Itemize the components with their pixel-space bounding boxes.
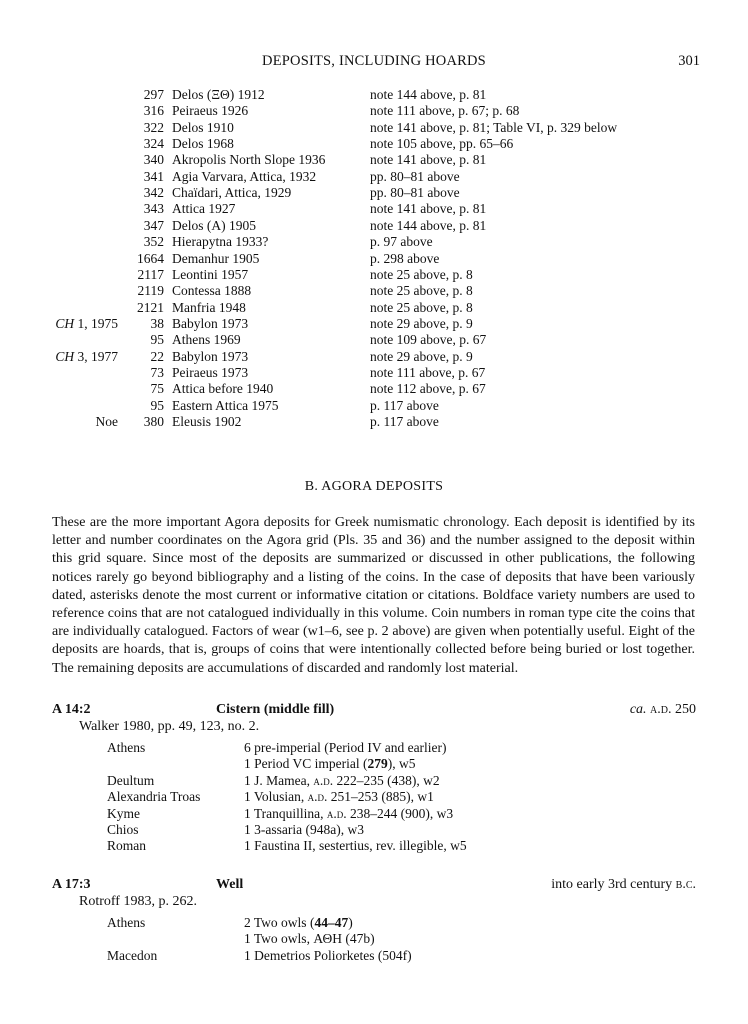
hoard-row: [0, 136, 748, 152]
hoard-row: [0, 185, 748, 201]
hoard-row: [0, 120, 748, 136]
hoard-note: note 141 above, p. 81: [370, 152, 487, 168]
hoard-place: Delos (A) 1905: [172, 217, 256, 233]
coin-row: [0, 838, 748, 854]
coin-row: [0, 822, 748, 838]
hoard-note: p. 97 above: [370, 234, 433, 250]
hoard-reference-volume: 3, 1977: [74, 348, 118, 364]
coin-desc-text: 6 pre-imperial (Period IV and earlier): [244, 740, 447, 755]
hoard-row: [0, 365, 748, 381]
hoard-note: note 25 above, p. 8: [370, 283, 473, 299]
coin-mint: Athens: [107, 740, 146, 755]
hoard-number: 2117: [137, 266, 164, 282]
hoard-number: 73: [150, 364, 164, 380]
hoard-row: [0, 332, 748, 348]
coin-description: [244, 773, 440, 789]
coin-row: [0, 806, 748, 822]
coin-desc-text: 1 Demetrios Poliorketes (504f): [244, 947, 412, 963]
hoard-row: [0, 169, 748, 185]
hoard-note: p. 117 above: [370, 397, 439, 413]
hoard-number: 2119: [137, 283, 164, 299]
coin-row: [0, 789, 748, 805]
coin-description: [244, 740, 447, 756]
hoard-place: Eleusis 1902: [172, 414, 242, 429]
hoard-reference-series: CH: [55, 348, 75, 364]
hoard-number: 347: [143, 217, 164, 233]
coin-desc-rest: ): [348, 915, 353, 930]
running-header-title: DEPOSITS, INCLUDING HOARDS: [262, 53, 486, 69]
hoard-note: note 112 above, p. 67: [370, 381, 486, 397]
coin-description: [244, 806, 453, 822]
coin-era: a.d.: [313, 772, 334, 788]
coin-mint: Athens: [107, 915, 146, 930]
coin-mint: Kyme: [107, 805, 140, 821]
hoard-note: pp. 80–81 above: [370, 185, 460, 201]
coin-row: [0, 948, 748, 964]
coin-row: [0, 915, 748, 931]
deposit-id: A 17:3: [52, 877, 91, 892]
hoard-row: [0, 283, 748, 299]
coin-desc-rest: ), w5: [387, 756, 416, 772]
coin-desc-text: 1 Tranquillina,: [244, 805, 327, 821]
hoard-place: Delos (ΞΘ) 1912: [172, 87, 265, 102]
hoard-row: [0, 87, 748, 103]
deposit-title: Well: [216, 877, 244, 892]
hoard-note: note 25 above, p. 8: [370, 266, 473, 282]
hoard-row: [0, 152, 748, 168]
coin-description: [244, 948, 412, 964]
hoard-row: [0, 349, 748, 365]
hoard-number: 343: [143, 201, 164, 217]
hoard-row: [0, 218, 748, 234]
coin-desc-text: 1 Period VC imperial (: [244, 756, 368, 772]
hoard-place: Peiraeus 1973: [172, 364, 249, 380]
coin-mint: Macedon: [107, 947, 158, 963]
hoard-note: pp. 80–81 above: [370, 168, 460, 184]
hoard-note: note 29 above, p. 9: [370, 348, 473, 364]
coin-era: a.d.: [307, 789, 328, 805]
hoard-number: 38: [150, 315, 164, 331]
deposit-title: Cistern (middle fill): [216, 702, 335, 717]
deposit-date: [630, 702, 696, 718]
deposit-bibliography: Rotroff 1983, p. 262.: [79, 894, 197, 909]
hoard-place: Contessa 1888: [172, 283, 252, 299]
hoard-place: Hierapytna 1933?: [172, 234, 269, 250]
hoard-row: [0, 414, 748, 430]
hoard-place: Akropolis North Slope 1936: [172, 152, 326, 168]
hoard-place: Delos 1968: [172, 136, 234, 152]
hoard-note: note 29 above, p. 9: [370, 315, 473, 331]
hoard-number: 95: [150, 397, 164, 413]
page-number: 301: [678, 53, 700, 69]
coin-desc-text: 1 J. Mamea,: [244, 772, 314, 788]
coin-description: [244, 931, 375, 947]
coin-mint: Roman: [107, 838, 146, 854]
deposit-bibliography: Walker 1980, pp. 49, 123, no. 2.: [79, 719, 260, 734]
hoard-number: 342: [143, 185, 164, 201]
hoard-row: [0, 300, 748, 316]
coin-era: a.d.: [326, 805, 347, 821]
hoard-number: 316: [143, 103, 164, 119]
coin-desc-text: 1 3-assaria (948a), w3: [244, 822, 364, 837]
hoard-row: [0, 201, 748, 217]
deposit-date-era: a.d.: [650, 702, 672, 717]
hoard-note: note 25 above, p. 8: [370, 299, 473, 315]
coin-row: [0, 931, 748, 947]
coin-description: [244, 789, 434, 805]
coin-desc-tail: 238–244 (900), w3: [346, 805, 454, 821]
hoard-number: 341: [143, 168, 164, 184]
deposit-date-text: into early 3rd century: [551, 877, 676, 892]
hoard-reference: [55, 349, 118, 365]
coin-description: [244, 756, 415, 772]
hoard-reference: Noe: [95, 414, 118, 429]
hoard-place: Delos 1910: [172, 119, 234, 135]
hoard-place: Babylon 1973: [172, 315, 249, 331]
deposit-date-year: 250: [675, 702, 696, 717]
coin-description: [244, 915, 353, 931]
hoard-note: p. 117 above: [370, 414, 439, 429]
coin-mint: Deultum: [107, 772, 155, 788]
hoard-number: 322: [143, 119, 164, 135]
hoard-place: Babylon 1973: [172, 348, 249, 364]
section-intro-paragraph: These are the more important Agora deposits for Greek numismatic chronology. Each deposit is identified by its letter and number coordinates on the Agora grid (Pls. 35 and 36) and the number assigned to the deposit within this grid square. Since most of the deposits are summarized or discussed in other publications, the following notices rarely go beyond bibliography and a listing of the coins. In the case of deposits that have been variously dated, asterisks denote the most current or informative citation or citations. Boldface variety numbers are used to reference coins that are not catalogued individually in this volume. Coin numbers in roman type cite the coins that are individually catalogued. Factors of wear (w1–6, see p. 2 above) are given when potentially useful. Eight of the deposits are hoards, that is, groups of coins that were intentionally collected before being buried or lost together. The remaining deposits are accumulations of discarded and randomly lost material.: [52, 515, 695, 676]
hoard-reference-series: CH: [55, 315, 75, 331]
coin-description: [244, 822, 364, 838]
coin-variety-number: 279: [367, 756, 388, 772]
hoard-number: 95: [150, 332, 164, 348]
hoard-row: [0, 316, 748, 332]
hoard-note: note 141 above, p. 81: [370, 201, 487, 217]
hoard-number: 340: [143, 152, 164, 168]
coin-mint: Alexandria Troas: [107, 789, 201, 805]
coin-row: [0, 773, 748, 789]
coin-row: [0, 740, 748, 756]
hoard-note: p. 298 above: [370, 250, 440, 266]
hoard-row: [0, 381, 748, 397]
coin-description: [244, 838, 467, 854]
hoard-note: note 105 above, pp. 65–66: [370, 136, 514, 152]
hoard-place: Eastern Attica 1975: [172, 397, 279, 413]
coin-mint: Chios: [107, 822, 139, 837]
hoard-place: Attica 1927: [172, 201, 236, 217]
hoard-number: 380: [143, 414, 164, 429]
hoard-place: Manfria 1948: [172, 299, 246, 315]
hoard-number: 75: [150, 381, 164, 397]
hoard-number: 22: [150, 348, 164, 364]
hoard-note: note 109 above, p. 67: [370, 332, 487, 348]
hoard-row: [0, 267, 748, 283]
coin-desc-text: 1 Volusian,: [244, 789, 308, 805]
deposit-date: [551, 877, 696, 893]
coin-desc-tail: 222–235 (438), w2: [333, 772, 440, 788]
hoard-note: note 144 above, p. 81: [370, 87, 487, 102]
deposit-date-circa: ca.: [629, 702, 647, 717]
coin-row: [0, 756, 748, 772]
deposit-date-era: b.c.: [675, 877, 696, 892]
hoard-number: 324: [143, 136, 164, 152]
hoard-place: Athens 1969: [172, 332, 241, 348]
coin-variety-number: 44–47: [314, 915, 349, 930]
hoard-reference: [55, 316, 118, 332]
hoard-place: Agia Varvara, Attica, 1932: [172, 168, 317, 184]
hoard-place: Chaïdari, Attica, 1929: [172, 185, 292, 201]
deposit-id: A 14:2: [52, 702, 91, 717]
hoard-row: [0, 103, 748, 119]
section-title: B. AGORA DEPOSITS: [304, 479, 444, 494]
hoard-number: 1664: [137, 250, 164, 266]
hoard-row: [0, 398, 748, 414]
coin-desc-text: 1 Two owls, ΑΘΗ (47b): [244, 931, 375, 947]
hoard-note: note 111 above, p. 67: [370, 364, 486, 380]
hoard-row: [0, 251, 748, 267]
coin-desc-text: 2 Two owls (: [244, 915, 315, 930]
coin-desc-tail: 251–253 (885), w1: [327, 789, 434, 805]
hoard-note: note 144 above, p. 81: [370, 217, 487, 233]
hoard-reference-volume: 1, 1975: [74, 315, 118, 331]
hoard-note: note 111 above, p. 67; p. 68: [370, 103, 520, 119]
hoard-place: Peiraeus 1926: [172, 103, 249, 119]
hoard-place: Demanhur 1905: [172, 250, 260, 266]
coin-desc-text: 1 Faustina II, sestertius, rev. illegible, w5: [244, 838, 467, 854]
hoard-note: note 141 above, p. 81; Table VI, p. 329 below: [370, 119, 618, 135]
hoard-place: Leontini 1957: [172, 266, 249, 282]
hoard-row: [0, 234, 748, 250]
hoard-place: Attica before 1940: [172, 381, 274, 397]
hoard-number: 352: [143, 234, 164, 250]
hoard-number: 2121: [137, 299, 164, 315]
hoard-number: 297: [143, 87, 164, 102]
